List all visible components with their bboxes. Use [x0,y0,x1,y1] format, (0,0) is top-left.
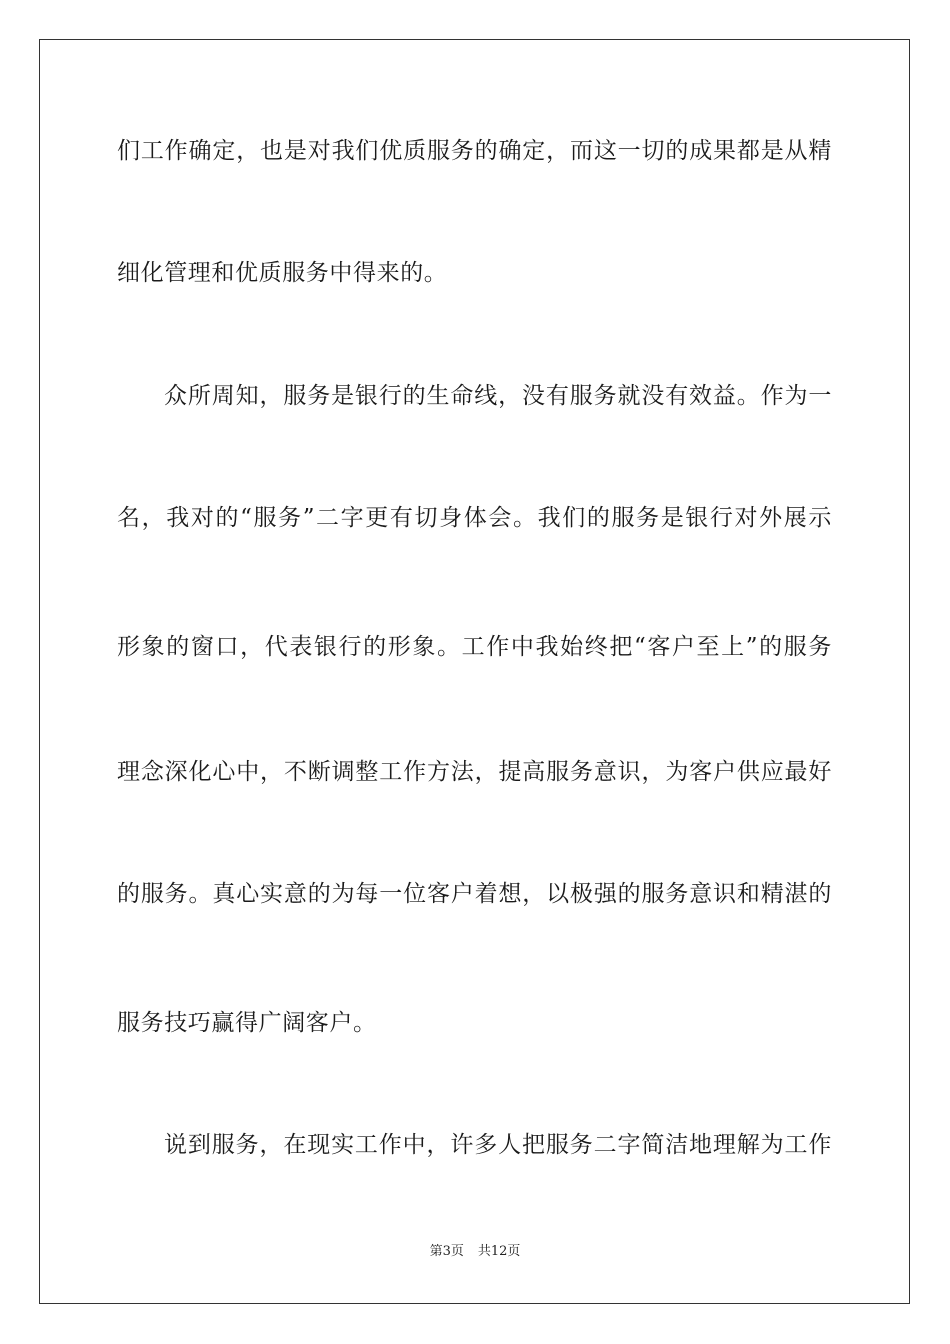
page-total: 共12页 [477,1244,521,1259]
page-border [39,39,910,1304]
page-number: 第3页 [429,1244,464,1259]
text-line: 服务技巧赢得广阔客户。 [117,1010,377,1036]
text-line: 众所周知，服务是银行的生命线，没有服务就没有效益。作为一 [164,383,832,409]
text-line: 形象的窗口，代表银行的形象。工作中我始终把“客户至上”的服务 [117,634,832,660]
text-line: 名，我对的“服务”二字更有切身体会。我们的服务是银行对外展示 [117,505,832,531]
text-line: 细化管理和优质服务中得来的。 [117,260,448,286]
text-line: 们工作确定，也是对我们优质服务的确定，而这一切的成果都是从精 [117,138,832,164]
text-line: 说到服务，在现实工作中，许多人把服务二字简洁地理解为工作 [164,1132,832,1158]
text-line: 的服务。真心实意的为每一位客户着想，以极强的服务意识和精湛的 [117,881,832,907]
text-line: 理念深化心中，不断调整工作方法，提高服务意识，为客户供应最好 [117,759,832,785]
page-footer [0,1243,950,1261]
